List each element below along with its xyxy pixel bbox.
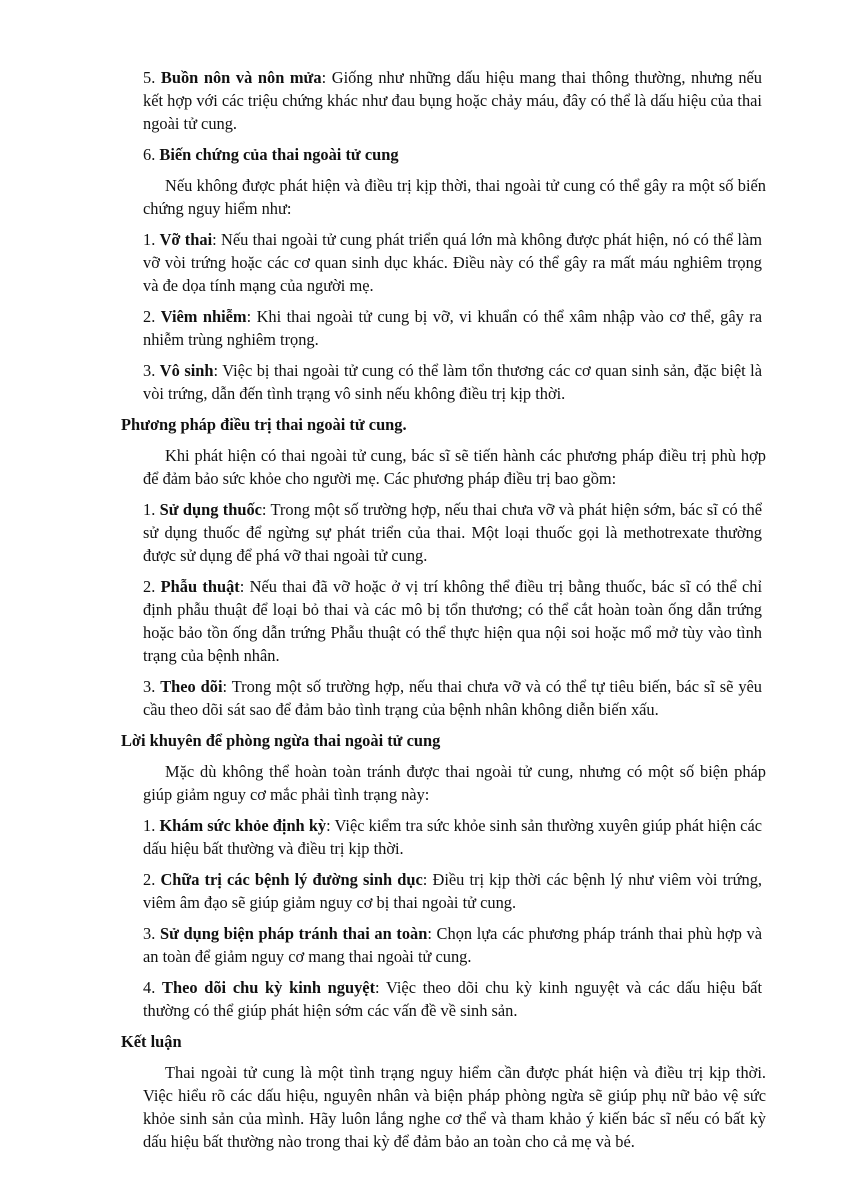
item-term: Vô sinh bbox=[159, 361, 214, 380]
list-item bbox=[121, 868, 766, 914]
item-term: Chữa trị các bệnh lý đường sinh dục bbox=[160, 870, 423, 889]
paragraph: Khi phát hiện có thai ngoài tử cung, bác sĩ sẽ tiến hành các phương pháp điều trị phù hợp để đảm bảo sức khỏe cho người mẹ. Các phương pháp điều trị bao gồm: bbox=[143, 446, 766, 488]
item-term: Khám sức khỏe định kỳ bbox=[159, 816, 327, 835]
item-text: : Trong một số trường hợp, nếu thai chưa vỡ và có thể tự tiêu biến, bác sĩ sẽ yêu cầu theo dõi sát sao để đảm bảo tình trạng của bệnh nhân không diễn biến xấu. bbox=[143, 677, 762, 719]
list-item bbox=[121, 814, 766, 860]
item-number: 2. bbox=[143, 870, 161, 889]
list-item bbox=[121, 498, 766, 567]
item-number: 1. bbox=[143, 230, 160, 249]
item-term: Sử dụng biện pháp tránh thai an toàn bbox=[159, 924, 428, 943]
section-subheading bbox=[121, 143, 766, 166]
item-text: : Khi thai ngoài tử cung bị vỡ, vi khuẩn có thể xâm nhập vào cơ thể, gây ra nhiễm trùng nghiêm trọng. bbox=[143, 307, 762, 349]
list-item bbox=[121, 976, 766, 1022]
item-text: : Việc theo dõi chu kỳ kinh nguyệt và các dấu hiệu bất thường có thể giúp phát hiện sớm các vấn đề về sinh sản. bbox=[143, 978, 763, 1020]
item-text: : Nếu thai đã vỡ hoặc ở vị trí không thể điều trị bằng thuốc, bác sĩ có thể chỉ định phẫu thuật để loại bỏ thai và các mô bị tổn thương; có thể cắt hoàn toàn ống dẫn trứng hoặc bảo tồn ống dẫn trứng Phẫu thuật có thể thực hiện qua nội soi hoặc mổ mở tùy vào tình trạng của bệnh nhân. bbox=[143, 577, 762, 665]
item-term: Theo dõi bbox=[160, 677, 223, 696]
item-number: 3. bbox=[143, 361, 160, 380]
item-text: : Trong một số trường hợp, nếu thai chưa vỡ và phát hiện sớm, bác sĩ có thể sử dụng thuốc để ngừng sự phát triển của thai. Một loại thuốc gọi là methotrexate thường được sử dụng để phá vỡ thai ngoài tử cung. bbox=[143, 500, 762, 565]
item-text: : Chọn lựa các phương pháp tránh thai phù hợp và an toàn để giảm nguy cơ mang thai ngoài tử cung. bbox=[143, 924, 763, 966]
item-term: Biến chứng của thai ngoài tử cung bbox=[159, 145, 399, 164]
list-item bbox=[121, 575, 766, 667]
list-item bbox=[121, 305, 766, 351]
item-number: 6. bbox=[143, 145, 160, 164]
paragraph: Thai ngoài tử cung là một tình trạng nguy hiểm cần được phát hiện và điều trị kịp thời. Việc hiểu rõ các dấu hiệu, nguyên nhân và biện pháp phòng ngừa sẽ giúp phụ nữ bảo vệ sức khỏe sinh sản của mình. Hãy luôn lắng nghe cơ thể và tham khảo ý kiến bác sĩ nếu có bất kỳ dấu hiệu bất thường nào trong thai kỳ để đảm bảo an toàn cho cả mẹ và bé. bbox=[143, 1063, 766, 1151]
item-term: Phẫu thuật bbox=[160, 577, 240, 596]
list-item bbox=[121, 675, 766, 721]
item-text: : Giống như những dấu hiệu mang thai thông thường, nhưng nếu kết hợp với các triệu chứng khác như đau bụng hoặc chảy máu, đây có thể là dấu hiệu của thai ngoài tử cung. bbox=[143, 68, 762, 133]
item-number: 5. bbox=[143, 68, 161, 87]
item-term: Theo dõi chu kỳ kinh nguyệt bbox=[162, 978, 376, 997]
section-heading: Kết luận bbox=[121, 1032, 182, 1051]
item-number: 1. bbox=[143, 816, 160, 835]
item-term: Vỡ thai bbox=[159, 230, 213, 249]
paragraph: Mặc dù không thể hoàn toàn tránh được thai ngoài tử cung, nhưng có một số biện pháp giúp giảm nguy cơ mắc phải tình trạng này: bbox=[143, 762, 766, 804]
item-number: 3. bbox=[143, 677, 161, 696]
section-heading: Phương pháp điều trị thai ngoài tử cung. bbox=[121, 415, 407, 434]
item-term: Buồn nôn và nôn mửa bbox=[160, 68, 322, 87]
item-text: : Việc bị thai ngoài tử cung có thể làm tổn thương các cơ quan sinh sản, đặc biệt là vòi trứng, dẫn đến tình trạng vô sinh nếu không điều trị kịp thời. bbox=[143, 361, 763, 403]
list-item bbox=[121, 228, 766, 297]
item-number: 2. bbox=[143, 307, 161, 326]
section-heading: Lời khuyên để phòng ngừa thai ngoài tử cung bbox=[121, 731, 441, 750]
item-text: : Nếu thai ngoài tử cung phát triển quá lớn mà không được phát hiện, nó có thể làm vỡ vòi trứng hoặc các cơ quan sinh dục khác. Điều này có thể gây ra mất máu nghiêm trọng và đe dọa tính mạng của người mẹ. bbox=[143, 230, 762, 295]
list-item bbox=[121, 922, 766, 968]
item-text: : Việc kiểm tra sức khỏe sinh sản thường xuyên giúp phát hiện các dấu hiệu bất thường và điều trị kịp thời. bbox=[143, 816, 763, 858]
item-number: 1. bbox=[143, 500, 160, 519]
list-item bbox=[121, 359, 766, 405]
item-text: : Điều trị kịp thời các bệnh lý như viêm vòi trứng, viêm âm đạo sẽ giúp giảm nguy cơ bị thai ngoài tử cung. bbox=[143, 870, 763, 912]
list-item bbox=[121, 66, 766, 135]
item-number: 3. bbox=[143, 924, 160, 943]
paragraph: Nếu không được phát hiện và điều trị kịp thời, thai ngoài tử cung có thể gây ra một số biến chứng nguy hiểm như: bbox=[143, 176, 766, 218]
item-number: 2. bbox=[143, 577, 161, 596]
item-term: Sử dụng thuốc bbox=[159, 500, 262, 519]
item-term: Viêm nhiễm bbox=[160, 307, 247, 326]
item-number: 4. bbox=[143, 978, 163, 997]
